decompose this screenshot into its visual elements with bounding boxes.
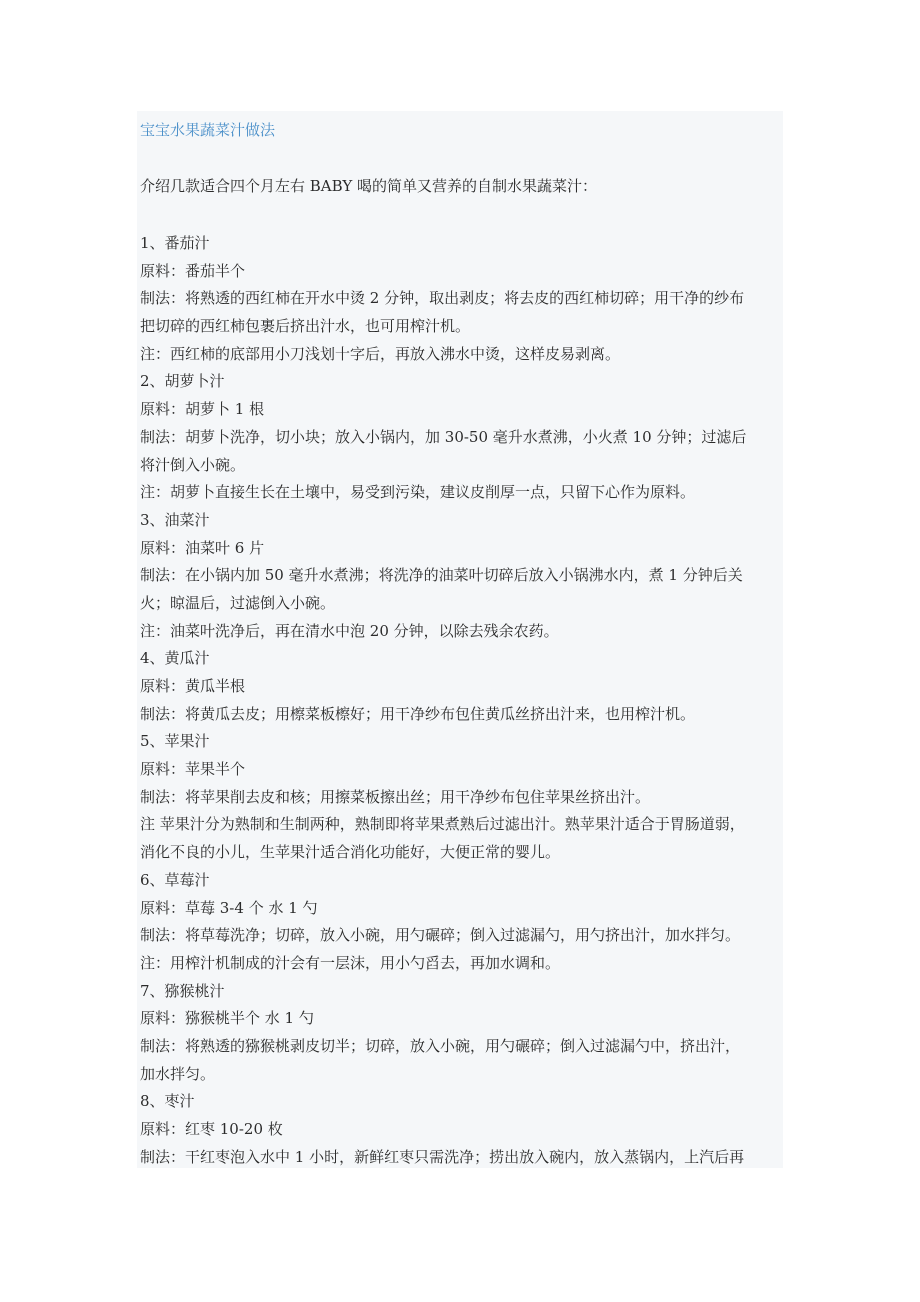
document-content	[137, 111, 783, 1168]
document-title: 宝宝水果蔬菜汁做法	[140, 121, 276, 139]
text-line: 2、胡萝卜汁	[140, 372, 225, 391]
text-line: 将汁倒入小碗。	[140, 455, 246, 474]
text-line: 6、草莓汁	[140, 870, 210, 889]
text-line: 原料：黄瓜半根	[140, 677, 246, 695]
text-line: 注：油菜叶洗净后，再在清水中泡 20 分钟，以除去残余农药。	[140, 621, 559, 640]
text-line: 原料：草莓 3-4 个 水 1 勺	[140, 898, 318, 917]
text-line: 火；晾温后，过滤倒入小碗。	[140, 593, 336, 612]
text-line: 制法：将草莓洗净；切碎，放入小碗，用勺碾碎；倒入过滤漏勺，用勺挤出汁，加水拌匀。	[140, 926, 741, 945]
text-line: 7、猕猴桃汁	[140, 981, 225, 1000]
text-line: 原料：油菜叶 6 片	[140, 538, 265, 557]
text-line: 把切碎的西红柿包裹后挤出汁水，也可用榨汁机。	[140, 317, 471, 336]
text-line: 制法：胡萝卜洗净，切小块；放入小锅内，加 30-50 毫升水煮沸，小火煮 10 分钟；过滤后	[140, 427, 747, 446]
text-line: 原料：苹果半个	[140, 760, 246, 779]
text-line: 1、番茄汁	[140, 234, 210, 252]
intro-paragraph: 介绍几款适合四个月左右 BABY 喝的简单又营养的自制水果蔬菜汁：	[140, 177, 598, 195]
text-line: 消化不良的小儿，生苹果汁适合消化功能好，大便正常的婴儿。	[140, 843, 561, 862]
text-line: 注：用榨汁机制成的汁会有一层沫，用小勺舀去，再加水调和。	[140, 953, 561, 972]
text-line: 注：西红柿的底部用小刀浅划十字后，再放入沸水中烫，这样皮易剥离。	[140, 344, 621, 363]
text-line: 原料：猕猴桃半个 水 1 勺	[140, 1009, 314, 1028]
text-line: 制法：在小锅内加 50 毫升水煮沸；将洗净的油菜叶切碎后放入小锅沸水内，煮 1 分钟后关	[140, 566, 743, 585]
text-line: 制法：干红枣泡入水中 1 小时，新鲜红枣只需洗净；捞出放入碗内，放入蒸锅内，上汽后再	[140, 1147, 745, 1166]
text-line: 制法：将熟透的西红柿在开水中烫 2 分钟，取出剥皮；将去皮的西红柿切碎；用干净的纱布	[140, 289, 745, 308]
text-line: 原料：红枣 10-20 枚	[140, 1120, 283, 1138]
text-line: 8、枣汁	[140, 1092, 195, 1111]
text-line: 5、苹果汁	[140, 732, 210, 751]
text-line: 制法：将苹果削去皮和核；用擦菜板擦出丝；用干净纱布包住苹果丝挤出汁。	[140, 787, 651, 806]
text-line: 制法：将熟透的猕猴桃剥皮切半；切碎，放入小碗，用勺碾碎；倒入过滤漏勺中，挤出汁，	[140, 1036, 741, 1055]
text-line: 加水拌匀。	[140, 1064, 216, 1083]
text-line: 原料：胡萝卜 1 根	[140, 400, 265, 419]
text-line: 3、油菜汁	[140, 510, 210, 529]
text-line: 注：胡萝卜直接生长在土壤中，易受到污染，建议皮削厚一点，只留下心作为原料。	[140, 483, 696, 502]
recipe-list	[140, 234, 782, 1168]
text-line: 4、黄瓜汁	[140, 649, 210, 668]
text-line: 制法：将黄瓜去皮；用檫菜板檫好；用干净纱布包住黄瓜丝挤出汁来，也用榨汁机。	[140, 704, 696, 723]
text-line: 原料：番茄半个	[140, 261, 246, 280]
text-line: 注 苹果汁分为熟制和生制两种，熟制即将苹果煮熟后过滤出汁。熟苹果汁适合于胃肠道弱，	[140, 815, 745, 834]
